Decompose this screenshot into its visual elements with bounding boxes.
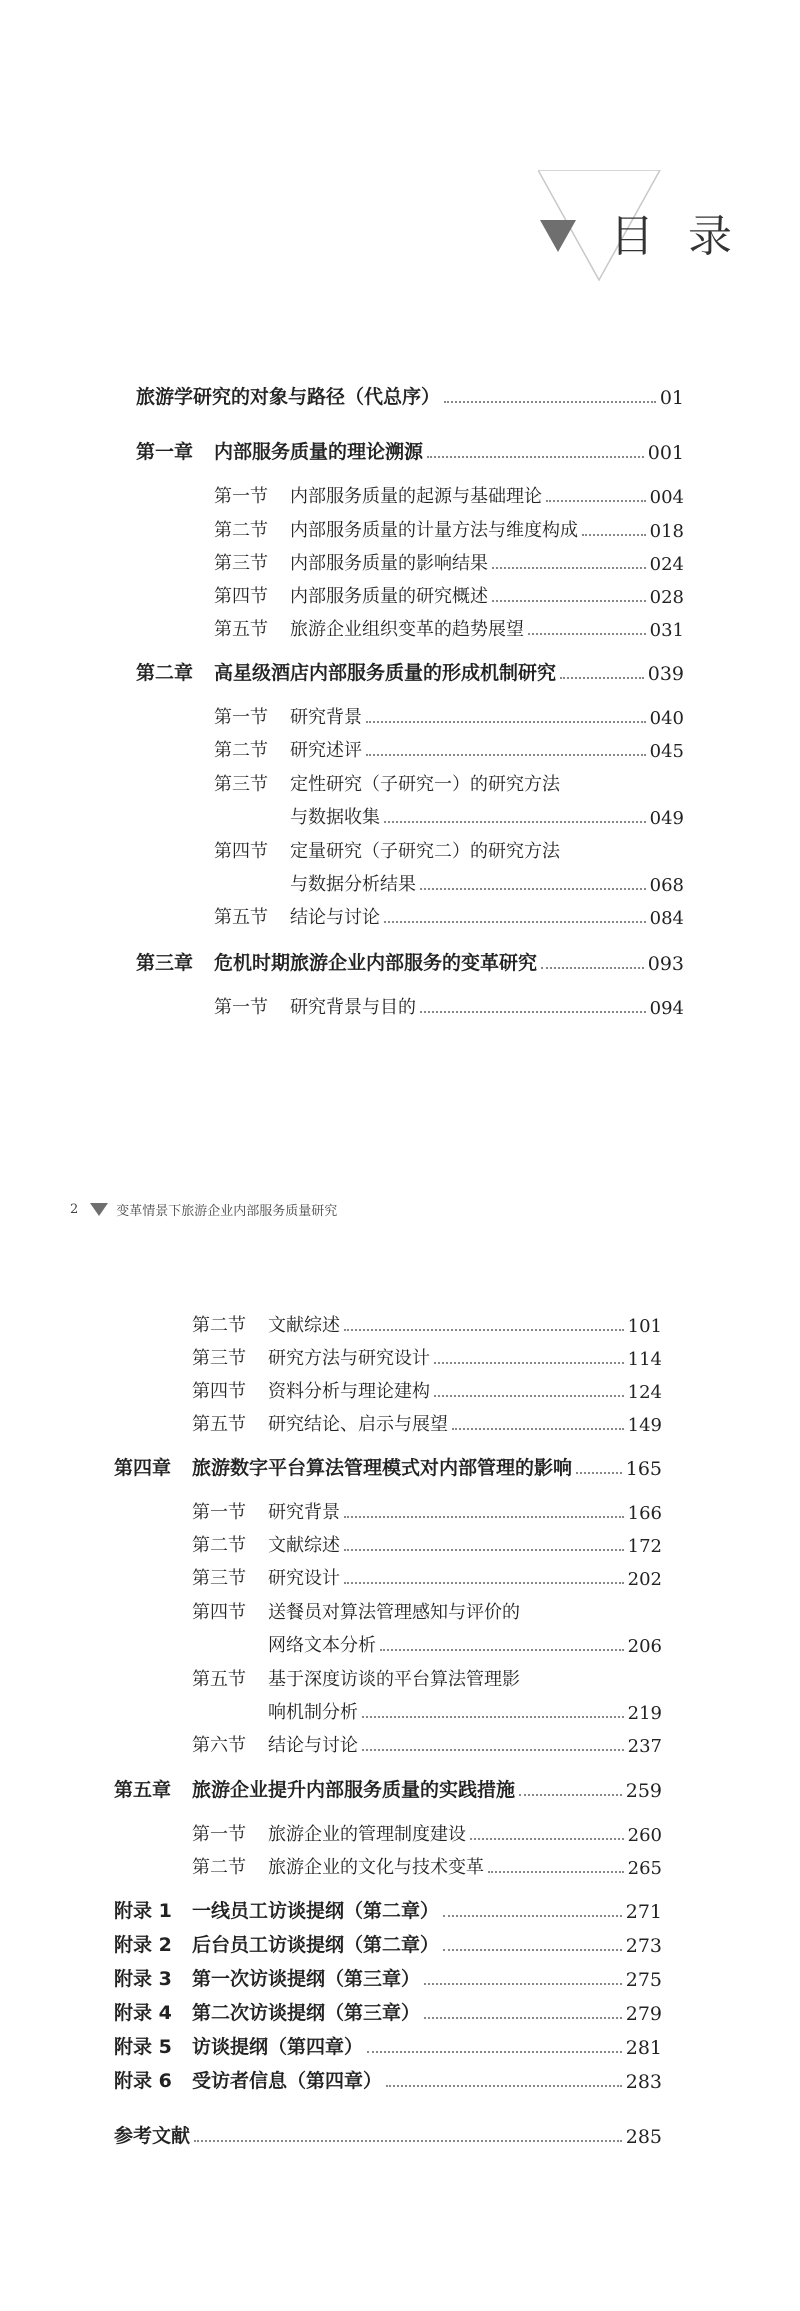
leader-dots [519, 1793, 622, 1796]
page-number: 202 [627, 1569, 662, 1590]
toc-entry-chapter-4[interactable] [114, 1453, 662, 1480]
toc-entry-section[interactable] [214, 549, 684, 575]
folio-number: 2 [70, 1202, 79, 1217]
running-head [70, 1200, 337, 1219]
section-number: 第一节 [192, 1824, 246, 1845]
section-title: 定量研究（子研究二）的研究方法 [290, 841, 560, 862]
leader-dots [528, 632, 646, 635]
triangle-marker-icon [90, 1203, 108, 1217]
section-number: 第三节 [192, 1568, 246, 1589]
toc-entry-chapter-1[interactable] [136, 437, 684, 464]
leader-dots [384, 920, 646, 923]
page-number: 237 [627, 1736, 662, 1757]
section-number: 第五节 [214, 907, 268, 928]
toc-entry-appendix-4[interactable] [114, 1998, 662, 2025]
page-number: 101 [627, 1316, 662, 1337]
toc-entry-chapter-3[interactable] [136, 948, 684, 975]
section-number: 第四节 [214, 841, 268, 862]
leader-dots [344, 1548, 624, 1551]
leader-dots [560, 676, 644, 679]
leader-dots [488, 1870, 624, 1873]
toc-entry-appendix-1[interactable] [114, 1896, 662, 1923]
toc-entry-appendix-2[interactable] [114, 1930, 662, 1957]
leader-dots [492, 599, 646, 602]
toc-entry-appendix-5[interactable] [114, 2032, 662, 2059]
section-number: 第二节 [214, 520, 268, 541]
toc-entry-section[interactable] [214, 582, 684, 608]
toc-entry-section[interactable] [214, 516, 684, 542]
page-number: 039 [647, 663, 684, 685]
chapter-title: 危机时期旅游企业内部服务的变革研究 [214, 952, 538, 974]
toc-entry-section-first-line[interactable] [192, 1665, 520, 1691]
appendix-title: 一线员工访谈提纲（第二章） [192, 1900, 440, 1922]
section-title: 研究结论、启示与展望 [268, 1414, 448, 1435]
section-number: 第四节 [192, 1381, 246, 1402]
toc-entry-section[interactable] [192, 1410, 662, 1436]
section-number: 第三节 [214, 553, 268, 574]
page-number: 149 [627, 1415, 662, 1436]
leader-dots [384, 820, 646, 823]
page-number: 068 [649, 875, 684, 896]
page-number: 271 [625, 1901, 662, 1923]
toc-entry-section-continuation[interactable] [268, 1698, 662, 1724]
page-number: 093 [647, 953, 684, 975]
toc-page-2 [0, 1178, 800, 2311]
toc-entry-section-first-line[interactable] [214, 770, 560, 796]
appendix-title: 后台员工访谈提纲（第二章） [192, 1934, 440, 1956]
page-number: 219 [627, 1703, 662, 1724]
leader-dots [576, 1471, 622, 1474]
section-title: 送餐员对算法管理感知与评价的 [268, 1602, 520, 1623]
leader-dots [366, 753, 646, 756]
section-title: 定性研究（子研究一）的研究方法 [290, 774, 560, 795]
chapter-number: 第三章 [136, 952, 194, 974]
appendix-title: 访谈提纲（第四章） [192, 2036, 364, 2058]
page-number: 049 [649, 808, 684, 829]
section-title-continued: 与数据收集 [290, 807, 380, 828]
toc-entry-section-continuation[interactable] [268, 1631, 662, 1657]
appendix-title: 受访者信息（第四章） [192, 2070, 383, 2092]
leader-dots [443, 1948, 622, 1951]
page-number: 001 [647, 442, 684, 464]
chapter-title: 内部服务质量的理论溯源 [214, 441, 424, 463]
toc-entry-section[interactable] [192, 1377, 662, 1403]
appendix-title: 第一次访谈提纲（第三章） [192, 1968, 421, 1990]
toc-entry-section-continuation[interactable] [290, 870, 684, 896]
section-title: 旅游企业的文化与技术变革 [268, 1857, 484, 1878]
toc-entry-section[interactable] [192, 1564, 662, 1590]
section-number: 第二节 [192, 1857, 246, 1878]
page-number: 045 [649, 741, 684, 762]
toc-entry-chapter-2[interactable] [136, 658, 684, 685]
leader-dots [541, 966, 644, 969]
leader-dots [434, 1361, 624, 1364]
page-number: 124 [627, 1382, 662, 1403]
section-title-continued: 网络文本分析 [268, 1635, 376, 1656]
section-title: 旅游企业的管理制度建设 [268, 1824, 466, 1845]
toc-entry-section-first-line[interactable] [214, 837, 560, 863]
page-number: 004 [649, 487, 684, 508]
leader-dots [420, 1010, 646, 1013]
leader-dots [386, 2084, 622, 2087]
section-title: 内部服务质量的影响结果 [290, 553, 488, 574]
appendix-number: 附录 3 [114, 1968, 172, 1990]
chapter-title: 旅游企业提升内部服务质量的实践措施 [192, 1779, 516, 1801]
section-number: 第五节 [192, 1669, 246, 1690]
page-number: 040 [649, 708, 684, 729]
section-number: 第一节 [214, 997, 268, 1018]
leader-dots [492, 566, 646, 569]
toc-entry-section[interactable] [214, 615, 684, 641]
section-title: 资料分析与理论建构 [268, 1381, 430, 1402]
section-title: 基于深度访谈的平台算法管理影 [268, 1669, 520, 1690]
appendix-number: 附录 6 [114, 2070, 172, 2092]
section-title: 结论与讨论 [290, 907, 380, 928]
section-title: 旅游企业组织变革的趋势展望 [290, 619, 524, 640]
section-title: 文献综述 [268, 1315, 340, 1336]
page-number: 084 [649, 908, 684, 929]
leader-dots [420, 887, 646, 890]
toc-entry-references[interactable] [114, 2121, 662, 2148]
section-title: 研究述评 [290, 740, 362, 761]
toc-entry-section[interactable] [192, 1853, 662, 1879]
appendix-number: 附录 4 [114, 2002, 172, 2024]
toc-title: 目 录 [610, 211, 742, 262]
section-title: 研究背景 [268, 1502, 340, 1523]
page-number: 275 [625, 1969, 662, 1991]
section-title: 内部服务质量的计量方法与维度构成 [290, 520, 578, 541]
leader-dots [344, 1515, 624, 1518]
leader-dots [362, 1715, 624, 1718]
leader-dots [194, 2139, 622, 2142]
page-number: 283 [625, 2071, 662, 2093]
section-number: 第六节 [192, 1735, 246, 1756]
leader-dots [367, 2050, 622, 2053]
toc-entry-section[interactable] [192, 1731, 662, 1757]
toc-entry-section[interactable] [192, 1820, 662, 1846]
toc-entry-foreword[interactable] [136, 382, 684, 409]
chapter-number: 第一章 [136, 441, 194, 463]
section-title: 研究设计 [268, 1568, 340, 1589]
page-number: 259 [625, 1780, 662, 1802]
toc-entry-section[interactable] [214, 736, 684, 762]
page-number: 165 [625, 1458, 662, 1480]
section-number: 第三节 [192, 1348, 246, 1369]
section-title: 文献综述 [268, 1535, 340, 1556]
leader-dots [452, 1427, 624, 1430]
page-number: 260 [627, 1825, 662, 1846]
toc-entry-chapter-5[interactable] [114, 1775, 662, 1802]
page-number: 024 [649, 554, 684, 575]
leader-dots [582, 533, 646, 536]
section-title-continued: 与数据分析结果 [290, 874, 416, 895]
page-number: 281 [625, 2037, 662, 2059]
toc-entry-appendix-6[interactable] [114, 2066, 662, 2093]
section-number: 第五节 [192, 1414, 246, 1435]
chapter-number: 第五章 [114, 1779, 172, 1801]
leader-dots [546, 499, 646, 502]
section-number: 第一节 [214, 486, 268, 507]
leader-dots [380, 1648, 624, 1651]
leader-dots [424, 1982, 622, 1985]
toc-entry-section[interactable] [192, 1531, 662, 1557]
toc-entry-appendix-3[interactable] [114, 1964, 662, 1991]
chapter-number: 第四章 [114, 1457, 172, 1479]
leader-dots [444, 400, 656, 403]
leader-dots [427, 455, 644, 458]
page-number: 01 [659, 387, 684, 409]
toc-entry-section[interactable] [192, 1311, 662, 1337]
section-number: 第五节 [214, 619, 268, 640]
section-title: 内部服务质量的起源与基础理论 [290, 486, 542, 507]
page-number: 166 [627, 1503, 662, 1524]
section-number: 第三节 [214, 774, 268, 795]
leader-dots [434, 1394, 624, 1397]
appendix-title: 第二次访谈提纲（第三章） [192, 2002, 421, 2024]
leader-dots [344, 1328, 624, 1331]
toc-entry-section[interactable] [214, 993, 684, 1019]
toc-entry-section[interactable] [214, 482, 684, 508]
section-number: 第四节 [192, 1602, 246, 1623]
leader-dots [470, 1837, 624, 1840]
page-number: 265 [627, 1858, 662, 1879]
appendix-number: 附录 2 [114, 1934, 172, 1956]
page-number: 206 [627, 1636, 662, 1657]
section-number: 第二节 [192, 1315, 246, 1336]
toc-entry-section-continuation[interactable] [290, 803, 684, 829]
leader-dots [366, 720, 646, 723]
section-title: 研究背景与目的 [290, 997, 416, 1018]
page-number: 031 [649, 620, 684, 641]
appendix-number: 附录 5 [114, 2036, 172, 2058]
page-number: 172 [627, 1536, 662, 1557]
leader-dots [424, 2016, 622, 2019]
toc-entry-section[interactable] [192, 1498, 662, 1524]
section-title: 研究背景 [290, 707, 362, 728]
toc-entry-section[interactable] [214, 903, 684, 929]
leader-dots [344, 1581, 624, 1584]
section-title: 内部服务质量的研究概述 [290, 586, 488, 607]
running-head-book-title: 变革情景下旅游企业内部服务质量研究 [116, 1204, 338, 1219]
leader-dots [362, 1748, 624, 1751]
section-title: 结论与讨论 [268, 1735, 358, 1756]
references-title: 参考文献 [114, 2125, 191, 2147]
page-number: 273 [625, 1935, 662, 1957]
chapter-title: 旅游数字平台算法管理模式对内部管理的影响 [192, 1457, 573, 1479]
toc-entry-section[interactable] [192, 1344, 662, 1370]
section-number: 第一节 [214, 707, 268, 728]
page-number: 114 [627, 1349, 662, 1370]
leader-dots [443, 1914, 622, 1917]
page-number: 028 [649, 587, 684, 608]
page-number: 018 [649, 521, 684, 542]
toc-entry-section[interactable] [214, 703, 684, 729]
section-number: 第一节 [192, 1502, 246, 1523]
foreword-title: 旅游学研究的对象与路径（代总序） [136, 386, 441, 408]
chapter-title: 高星级酒店内部服务质量的形成机制研究 [214, 662, 557, 684]
chapter-number: 第二章 [136, 662, 194, 684]
toc-entry-section-first-line[interactable] [192, 1598, 520, 1624]
page-number: 279 [625, 2003, 662, 2025]
section-number: 第二节 [192, 1535, 246, 1556]
page-number: 285 [625, 2126, 662, 2148]
appendix-number: 附录 1 [114, 1900, 172, 1922]
section-title: 研究方法与研究设计 [268, 1348, 430, 1369]
section-number: 第四节 [214, 586, 268, 607]
page-number: 094 [649, 998, 684, 1019]
section-title-continued: 响机制分析 [268, 1702, 358, 1723]
section-number: 第二节 [214, 740, 268, 761]
